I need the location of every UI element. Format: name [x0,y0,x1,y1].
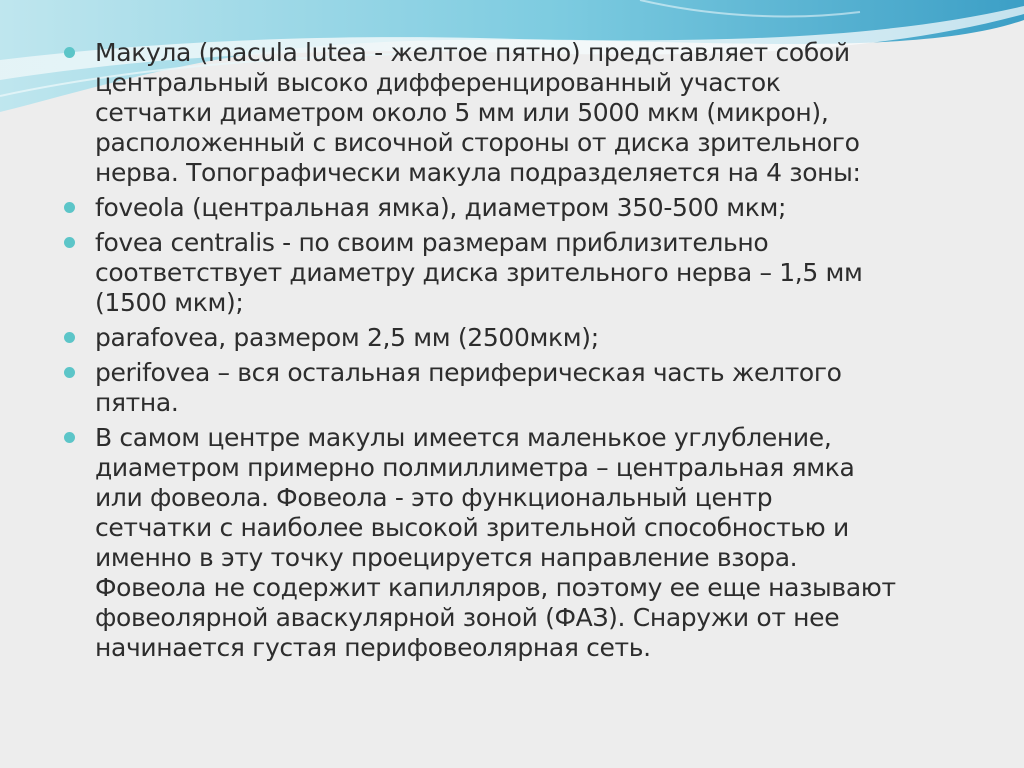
bullet-item-perifovea [64,358,964,418]
bullet-line: foveola (центральная ямка), диаметром 350-500 мкм; [95,193,787,222]
bullet-line: fovea centralis - по своим размерам приблизительно [95,228,769,257]
bullet-item-fovea-centralis [64,228,964,318]
bullet-line: В самом центре макулы имеется маленькое углубление, [95,423,832,452]
bullet-line: parafovea, размером 2,5 мм (2500мкм); [95,323,599,352]
bullet-line: perifovea – вся остальная периферическая часть желтого [95,358,842,387]
bullet-item-macula [64,38,964,188]
bullet-line: центральный высоко дифференцированный участок [95,68,781,97]
bullet-line: (1500 мкм); [95,288,244,317]
teal-dot-bullet-icon [64,47,75,58]
slide-content [64,38,964,668]
bullet-item-foveola-center [64,423,964,663]
bullet-line: или фовеола. Фовеола - это функциональный центр [95,483,773,512]
teal-dot-bullet-icon [64,432,75,443]
bullet-line: нерва. Топографически макула подразделяется на 4 зоны: [95,158,861,187]
bullet-line: фовеолярной аваскулярной зоной (ФАЗ). Снаружи от нее [95,603,840,632]
bullet-line: соответствует диаметру диска зрительного нерва – 1,5 мм [95,258,863,287]
bullet-line: сетчатки диаметром около 5 мм или 5000 мкм (микрон), [95,98,829,127]
teal-dot-bullet-icon [64,237,75,248]
bullet-item-foveola [64,193,964,223]
teal-dot-bullet-icon [64,332,75,343]
bullet-line: расположенный с височной стороны от диска зрительного [95,128,860,157]
bullet-item-parafovea [64,323,964,353]
bullet-list [64,38,964,663]
bullet-line: Фовеола не содержит капилляров, поэтому ее еще называют [95,573,896,602]
teal-dot-bullet-icon [64,367,75,378]
teal-dot-bullet-icon [64,202,75,213]
bullet-line: сетчатки с наиболее высокой зрительной способностью и [95,513,849,542]
bullet-line: именно в эту точку проецируется направление взора. [95,543,798,572]
bullet-line: Макула (macula lutea - желтое пятно) представляет собой [95,38,850,67]
bullet-line: пятна. [95,388,179,417]
bullet-line: начинается густая перифовеолярная сеть. [95,633,651,662]
bullet-line: диаметром примерно полмиллиметра – центральная ямка [95,453,855,482]
